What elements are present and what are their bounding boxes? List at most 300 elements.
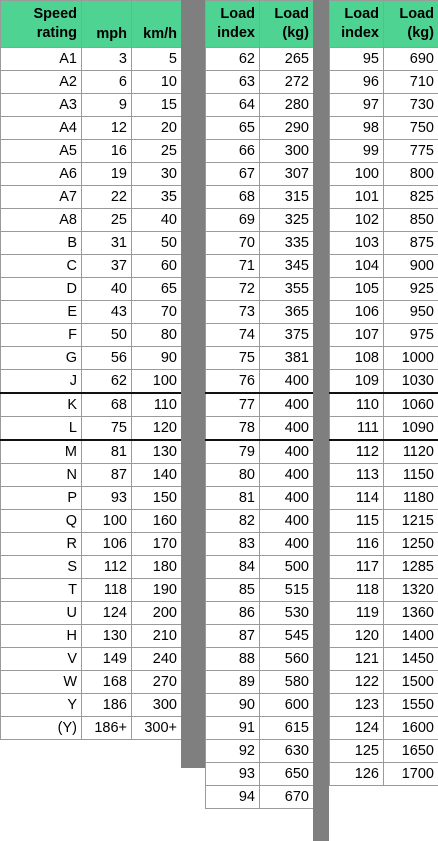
- table-row: [206, 209, 314, 232]
- kmh-cell: 70: [132, 301, 182, 324]
- table-row: [1, 694, 182, 717]
- mph-cell: 9: [82, 94, 132, 117]
- mph-cell: 186: [82, 694, 132, 717]
- table-row: [206, 393, 314, 417]
- mph-cell: 43: [82, 301, 132, 324]
- load-index-cell: 96: [330, 71, 384, 94]
- load-kg-cell: 580: [260, 671, 314, 694]
- kmh-cell: 100: [132, 370, 182, 394]
- load-index-table-2: [329, 0, 438, 786]
- table-row: [330, 209, 438, 232]
- load-kg-cell: 1180: [384, 487, 438, 510]
- kmh-cell: 170: [132, 533, 182, 556]
- speed-rating-cell: A6: [1, 163, 82, 186]
- load-kg-cell: 400: [260, 464, 314, 487]
- load-kg-cell: 825: [384, 186, 438, 209]
- table-row: [206, 740, 314, 763]
- load-kg-cell: 950: [384, 301, 438, 324]
- mph-cell: 81: [82, 440, 132, 464]
- load-index-cell: 68: [206, 186, 260, 209]
- load-index-cell: 119: [330, 602, 384, 625]
- table-row: [206, 533, 314, 556]
- mph-cell: 149: [82, 648, 132, 671]
- mph-cell: 37: [82, 255, 132, 278]
- table-row: [1, 370, 182, 394]
- table-row: [206, 417, 314, 441]
- table-row: [1, 393, 182, 417]
- load-index-cell: 98: [330, 117, 384, 140]
- table-row: [206, 717, 314, 740]
- table-row: [206, 487, 314, 510]
- table-row: [330, 671, 438, 694]
- table-row: [1, 232, 182, 255]
- load-kg-cell: 775: [384, 140, 438, 163]
- load-index-cell: 111: [330, 417, 384, 441]
- load-kg-cell: 900: [384, 255, 438, 278]
- speed-table-body: [1, 48, 182, 740]
- table-row: [206, 625, 314, 648]
- kmh-cell: 25: [132, 140, 182, 163]
- load-index-cell: 66: [206, 140, 260, 163]
- load-kg-cell: 630: [260, 740, 314, 763]
- load-kg-header: Load (kg): [384, 1, 438, 48]
- speed-rating-cell: A3: [1, 94, 82, 117]
- load-kg-cell: 545: [260, 625, 314, 648]
- load-kg-cell: 925: [384, 278, 438, 301]
- table-row: [330, 763, 438, 786]
- mph-cell: 25: [82, 209, 132, 232]
- load-kg-cell: 400: [260, 393, 314, 417]
- table-row: [330, 648, 438, 671]
- table-row: [330, 694, 438, 717]
- table-row: [330, 625, 438, 648]
- load-kg-cell: 1000: [384, 347, 438, 370]
- load-kg-cell: 750: [384, 117, 438, 140]
- table-row: [330, 48, 438, 71]
- speed-rating-table: [0, 0, 182, 740]
- load-kg-cell: 975: [384, 324, 438, 347]
- load-index-cell: 92: [206, 740, 260, 763]
- load-index-cell: 101: [330, 186, 384, 209]
- speed-rating-cell: B: [1, 232, 82, 255]
- load-index-cell: 93: [206, 763, 260, 786]
- load-kg-cell: 1360: [384, 602, 438, 625]
- load-index-cell: 109: [330, 370, 384, 394]
- mph-cell: 62: [82, 370, 132, 394]
- load-index-cell: 90: [206, 694, 260, 717]
- load-kg-cell: 1650: [384, 740, 438, 763]
- mph-cell: 68: [82, 393, 132, 417]
- speed-rating-cell: (Y): [1, 717, 82, 740]
- table-row: [330, 370, 438, 394]
- load-index-cell: 126: [330, 763, 384, 786]
- load-kg-cell: 615: [260, 717, 314, 740]
- table-row: [330, 556, 438, 579]
- speed-rating-cell: A5: [1, 140, 82, 163]
- table-row: [1, 163, 182, 186]
- load-index-table-1: [205, 0, 314, 809]
- kmh-cell: 30: [132, 163, 182, 186]
- load-kg-cell: 400: [260, 487, 314, 510]
- load-table-2-body: [330, 48, 438, 786]
- table-row: [1, 648, 182, 671]
- load-kg-cell: 265: [260, 48, 314, 71]
- load-kg-cell: 381: [260, 347, 314, 370]
- table-row: [330, 417, 438, 441]
- load-index-cell: 63: [206, 71, 260, 94]
- load-index-cell: 95: [330, 48, 384, 71]
- table-row: [1, 510, 182, 533]
- speed-rating-cell: A2: [1, 71, 82, 94]
- kmh-cell: 60: [132, 255, 182, 278]
- mph-cell: 106: [82, 533, 132, 556]
- table-row: [206, 694, 314, 717]
- load-kg-cell: 1150: [384, 464, 438, 487]
- load-index-cell: 76: [206, 370, 260, 394]
- load-index-cell: 112: [330, 440, 384, 464]
- load-kg-cell: 1700: [384, 763, 438, 786]
- load-index-cell: 110: [330, 393, 384, 417]
- table-row: [1, 278, 182, 301]
- speed-rating-cell: V: [1, 648, 82, 671]
- table-row: [1, 71, 182, 94]
- table-row: [206, 186, 314, 209]
- load-kg-cell: 800: [384, 163, 438, 186]
- load-index-cell: 85: [206, 579, 260, 602]
- speed-rating-cell: K: [1, 393, 82, 417]
- table-row: [330, 740, 438, 763]
- load-kg-cell: 400: [260, 440, 314, 464]
- load-index-cell: 82: [206, 510, 260, 533]
- load-index-cell: 105: [330, 278, 384, 301]
- table-row: [330, 117, 438, 140]
- table-row: [1, 117, 182, 140]
- mph-cell: 12: [82, 117, 132, 140]
- load-kg-cell: 1450: [384, 648, 438, 671]
- table-row: [206, 163, 314, 186]
- load-kg-cell: 375: [260, 324, 314, 347]
- load-kg-cell: 345: [260, 255, 314, 278]
- kmh-cell: 5: [132, 48, 182, 71]
- table-row: [206, 510, 314, 533]
- load-index-cell: 83: [206, 533, 260, 556]
- table-row: [330, 717, 438, 740]
- table-row: [206, 440, 314, 464]
- kmh-cell: 200: [132, 602, 182, 625]
- speed-rating-cell: A7: [1, 186, 82, 209]
- load-index-header: Load index: [206, 1, 260, 48]
- table-row: [1, 186, 182, 209]
- load-kg-cell: 1060: [384, 393, 438, 417]
- load-kg-cell: 400: [260, 417, 314, 441]
- load-index-cell: 106: [330, 301, 384, 324]
- kmh-cell: 65: [132, 278, 182, 301]
- load-index-cell: 120: [330, 625, 384, 648]
- table-row: [206, 579, 314, 602]
- load-kg-cell: 850: [384, 209, 438, 232]
- kmh-cell: 120: [132, 417, 182, 441]
- load-index-cell: 117: [330, 556, 384, 579]
- load-index-cell: 84: [206, 556, 260, 579]
- table-row: [206, 763, 314, 786]
- load-index-cell: 75: [206, 347, 260, 370]
- load-index-cell: 74: [206, 324, 260, 347]
- load-kg-cell: 560: [260, 648, 314, 671]
- load-index-cell: 116: [330, 533, 384, 556]
- load-index-cell: 121: [330, 648, 384, 671]
- speed-rating-cell: N: [1, 464, 82, 487]
- table-row: [206, 464, 314, 487]
- table-row: [1, 625, 182, 648]
- table-row: [330, 440, 438, 464]
- load-kg-cell: 1500: [384, 671, 438, 694]
- table-row: [330, 487, 438, 510]
- load-kg-cell: 1250: [384, 533, 438, 556]
- speed-rating-cell: R: [1, 533, 82, 556]
- kmh-cell: 160: [132, 510, 182, 533]
- load-index-cell: 77: [206, 393, 260, 417]
- table-row: [330, 510, 438, 533]
- speed-rating-cell: J: [1, 370, 82, 394]
- load-index-cell: 86: [206, 602, 260, 625]
- load-kg-cell: 1600: [384, 717, 438, 740]
- speed-rating-cell: H: [1, 625, 82, 648]
- load-index-cell: 89: [206, 671, 260, 694]
- speed-rating-cell: L: [1, 417, 82, 441]
- load-kg-cell: 365: [260, 301, 314, 324]
- table-row: [206, 602, 314, 625]
- load-kg-cell: 400: [260, 533, 314, 556]
- load-index-cell: 79: [206, 440, 260, 464]
- speed-rating-header: Speed rating: [1, 1, 82, 48]
- speed-rating-cell: A8: [1, 209, 82, 232]
- kmh-cell: 80: [132, 324, 182, 347]
- table-row: [1, 324, 182, 347]
- table-row: [206, 786, 314, 809]
- speed-rating-cell: F: [1, 324, 82, 347]
- mph-cell: 100: [82, 510, 132, 533]
- kmh-cell: 270: [132, 671, 182, 694]
- table-row: [1, 556, 182, 579]
- mph-cell: 16: [82, 140, 132, 163]
- table-row: [330, 163, 438, 186]
- speed-rating-cell: S: [1, 556, 82, 579]
- table-row: [1, 301, 182, 324]
- speed-rating-cell: A1: [1, 48, 82, 71]
- load-index-cell: 88: [206, 648, 260, 671]
- table-row: [206, 232, 314, 255]
- load-index-cell: 118: [330, 579, 384, 602]
- table-row: [330, 301, 438, 324]
- load-kg-cell: 515: [260, 579, 314, 602]
- table-row: [330, 393, 438, 417]
- load-kg-cell: 1215: [384, 510, 438, 533]
- load-kg-cell: 325: [260, 209, 314, 232]
- speed-rating-cell: C: [1, 255, 82, 278]
- kmh-cell: 90: [132, 347, 182, 370]
- kmh-cell: 180: [132, 556, 182, 579]
- speed-rating-cell: U: [1, 602, 82, 625]
- table-row: [206, 324, 314, 347]
- table-row: [206, 94, 314, 117]
- speed-rating-cell: P: [1, 487, 82, 510]
- load-kg-cell: 530: [260, 602, 314, 625]
- load-kg-cell: 875: [384, 232, 438, 255]
- kmh-cell: 150: [132, 487, 182, 510]
- load-index-cell: 124: [330, 717, 384, 740]
- table-row: [330, 533, 438, 556]
- load-index-cell: 72: [206, 278, 260, 301]
- table-row: [1, 255, 182, 278]
- table-row: [330, 94, 438, 117]
- table-row: [1, 347, 182, 370]
- kmh-cell: 130: [132, 440, 182, 464]
- speed-rating-cell: W: [1, 671, 82, 694]
- table-row: [330, 324, 438, 347]
- table-row: [206, 301, 314, 324]
- load-kg-cell: 1285: [384, 556, 438, 579]
- load-index-cell: 114: [330, 487, 384, 510]
- load-index-cell: 123: [330, 694, 384, 717]
- load-index-cell: 64: [206, 94, 260, 117]
- table-row: [330, 71, 438, 94]
- table-row: [1, 487, 182, 510]
- load-table-1-body: [206, 48, 314, 809]
- table-row: [206, 140, 314, 163]
- load-kg-cell: 710: [384, 71, 438, 94]
- table-row: [1, 602, 182, 625]
- load-kg-cell: 1320: [384, 579, 438, 602]
- table-row: [206, 648, 314, 671]
- load-kg-cell: 500: [260, 556, 314, 579]
- load-index-cell: 100: [330, 163, 384, 186]
- table-row: [330, 186, 438, 209]
- table-row: [1, 94, 182, 117]
- table-row: [1, 464, 182, 487]
- load-index-cell: 78: [206, 417, 260, 441]
- mph-cell: 130: [82, 625, 132, 648]
- mph-cell: 75: [82, 417, 132, 441]
- load-index-cell: 69: [206, 209, 260, 232]
- table-row: [1, 440, 182, 464]
- load-kg-cell: 315: [260, 186, 314, 209]
- table-row: [1, 717, 182, 740]
- load-index-cell: 108: [330, 347, 384, 370]
- table-row: [330, 255, 438, 278]
- load-kg-cell: 1400: [384, 625, 438, 648]
- speed-rating-cell: M: [1, 440, 82, 464]
- table-row: [1, 417, 182, 441]
- load-index-cell: 99: [330, 140, 384, 163]
- load-kg-cell: 1090: [384, 417, 438, 441]
- load-index-header: Load index: [330, 1, 384, 48]
- table-row: [330, 232, 438, 255]
- table-row: [206, 556, 314, 579]
- load-kg-cell: 690: [384, 48, 438, 71]
- load-index-cell: 80: [206, 464, 260, 487]
- kmh-cell: 35: [132, 186, 182, 209]
- load-kg-cell: 400: [260, 370, 314, 394]
- mph-cell: 186+: [82, 717, 132, 740]
- table-row: [206, 48, 314, 71]
- mph-cell: 50: [82, 324, 132, 347]
- load-table-1-header-row: [206, 1, 314, 48]
- kmh-cell: 50: [132, 232, 182, 255]
- table-row: [206, 117, 314, 140]
- table-row: [330, 278, 438, 301]
- load-index-cell: 71: [206, 255, 260, 278]
- table-row: [1, 140, 182, 163]
- load-kg-cell: 1550: [384, 694, 438, 717]
- load-kg-cell: 290: [260, 117, 314, 140]
- speed-rating-cell: D: [1, 278, 82, 301]
- load-index-cell: 87: [206, 625, 260, 648]
- load-index-cell: 122: [330, 671, 384, 694]
- load-index-cell: 65: [206, 117, 260, 140]
- table-row: [1, 48, 182, 71]
- speed-rating-cell: Q: [1, 510, 82, 533]
- load-index-cell: 107: [330, 324, 384, 347]
- table-row: [330, 464, 438, 487]
- speed-rating-cell: A4: [1, 117, 82, 140]
- load-kg-cell: 600: [260, 694, 314, 717]
- table-row: [330, 602, 438, 625]
- speed-rating-cell: Y: [1, 694, 82, 717]
- table-row: [206, 671, 314, 694]
- mph-cell: 40: [82, 278, 132, 301]
- load-index-cell: 94: [206, 786, 260, 809]
- kmh-cell: 110: [132, 393, 182, 417]
- table-row: [330, 579, 438, 602]
- load-kg-cell: 300: [260, 140, 314, 163]
- mph-cell: 87: [82, 464, 132, 487]
- load-kg-cell: 280: [260, 94, 314, 117]
- mph-cell: 56: [82, 347, 132, 370]
- table-row: [206, 370, 314, 394]
- kmh-header: km/h: [132, 1, 182, 48]
- kmh-cell: 300+: [132, 717, 182, 740]
- mph-cell: 3: [82, 48, 132, 71]
- mph-header: mph: [82, 1, 132, 48]
- load-index-cell: 102: [330, 209, 384, 232]
- table-row: [330, 140, 438, 163]
- load-index-cell: 91: [206, 717, 260, 740]
- load-index-cell: 113: [330, 464, 384, 487]
- speed-rating-cell: G: [1, 347, 82, 370]
- load-index-cell: 73: [206, 301, 260, 324]
- load-index-cell: 70: [206, 232, 260, 255]
- table-row: [206, 255, 314, 278]
- mph-cell: 168: [82, 671, 132, 694]
- load-kg-cell: 335: [260, 232, 314, 255]
- load-kg-cell: 650: [260, 763, 314, 786]
- load-kg-cell: 272: [260, 71, 314, 94]
- column-divider-1: [181, 0, 205, 768]
- table-row: [330, 347, 438, 370]
- mph-cell: 124: [82, 602, 132, 625]
- mph-cell: 93: [82, 487, 132, 510]
- load-index-cell: 62: [206, 48, 260, 71]
- mph-cell: 118: [82, 579, 132, 602]
- load-index-cell: 97: [330, 94, 384, 117]
- load-index-cell: 115: [330, 510, 384, 533]
- load-table-2-header-row: [330, 1, 438, 48]
- load-kg-cell: 1120: [384, 440, 438, 464]
- table-row: [1, 533, 182, 556]
- mph-cell: 31: [82, 232, 132, 255]
- mph-cell: 6: [82, 71, 132, 94]
- load-index-cell: 103: [330, 232, 384, 255]
